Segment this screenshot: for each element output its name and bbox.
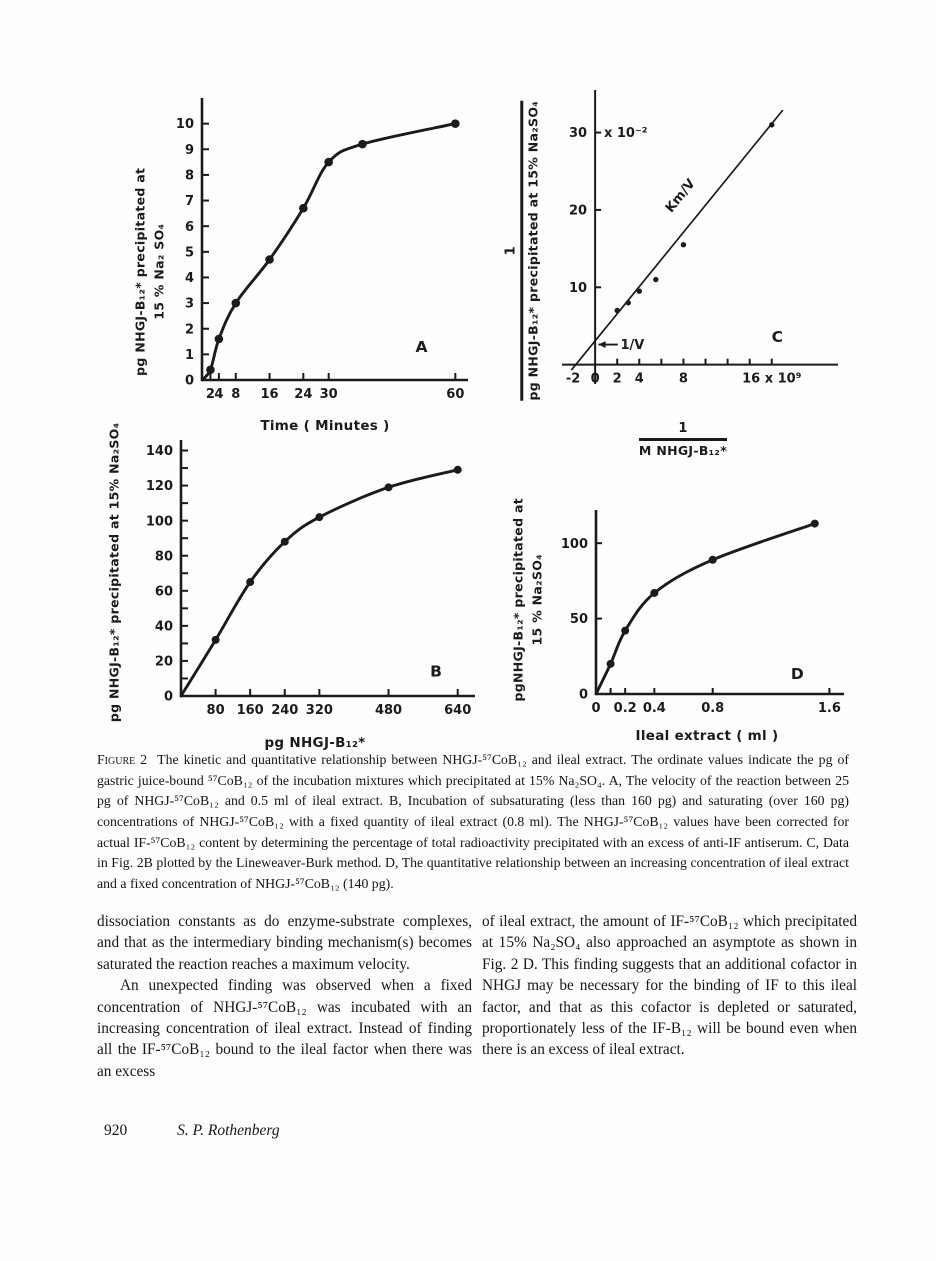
svg-text:80: 80: [154, 549, 173, 565]
running-author: S. P. Rothenberg: [177, 1122, 280, 1139]
svg-text:3: 3: [184, 296, 194, 312]
svg-text:-2: -2: [565, 371, 581, 387]
figure-panel-a: [118, 88, 486, 440]
svg-text:240: 240: [271, 703, 299, 718]
svg-text:9: 9: [184, 142, 194, 158]
panel-b-plot: [137, 432, 493, 737]
svg-text:4: 4: [184, 271, 194, 287]
svg-text:100: 100: [560, 536, 588, 552]
svg-text:5: 5: [184, 245, 194, 261]
svg-text:160: 160: [236, 703, 264, 718]
svg-text:20: 20: [154, 654, 173, 670]
body-paragraph: of ileal extract, the amount of IF-⁵⁷CoB₁₂ which precipitated at 15% Na₂SO₄ also approached an asymptote as shown in Fig. 2 D. This finding suggests that an additional cofactor in NHGJ may be necessary for the binding of IF to this ileal factor, and that as this cofactor is depleted or saturated, proportionately less of the IF-B₁₂ will be bound even when there is an excess of ileal extract.: [482, 913, 857, 1059]
y-axis-label-line: pg NHGJ-B₁₂* precipitated at 15% Na₂SO₄: [106, 422, 122, 723]
svg-text:30: 30: [319, 387, 338, 402]
svg-text:60: 60: [446, 387, 465, 402]
svg-text:140: 140: [145, 444, 173, 460]
svg-text:0: 0: [578, 687, 588, 703]
svg-text:480: 480: [374, 703, 403, 718]
y-axis-label-line: 15 % Na₂SO₄: [529, 554, 544, 646]
svg-text:16: 16: [260, 387, 279, 402]
y-axis-label-line: pgNHGJ-B₁₂* precipitated at: [510, 498, 526, 702]
svg-text:6: 6: [184, 219, 194, 235]
panel-d-plot: [556, 502, 858, 729]
svg-text:60: 60: [154, 584, 173, 600]
svg-text:20: 20: [569, 203, 588, 219]
svg-text:1.6: 1.6: [817, 701, 841, 716]
svg-text:1/V: 1/V: [620, 338, 645, 354]
figure-caption-label: Figure 2: [97, 752, 148, 767]
svg-text:10: 10: [569, 280, 588, 296]
svg-text:10: 10: [175, 117, 194, 133]
body-paragraph: dissociation constants as do enzyme-substrate complexes, and that as the intermediary binding mechanism(s) becomes saturated the reaction reaches a maximum velocity.: [97, 913, 472, 973]
svg-text:120: 120: [145, 479, 173, 495]
panel-d-y-axis-label: [509, 470, 547, 730]
figure-panel-c: [492, 84, 858, 464]
fraction-numerator: 1: [678, 421, 688, 436]
svg-text:2: 2: [612, 371, 622, 387]
y-axis-label-line: pg NHGJ-B₁₂* precipitated at: [132, 167, 148, 376]
svg-text:16 x 10⁹: 16 x 10⁹: [742, 371, 802, 387]
panel-c-plot: [522, 84, 844, 423]
svg-text:0.8: 0.8: [701, 701, 725, 716]
panel-d-x-axis-label: Ileal extract ( ml ): [635, 728, 779, 744]
svg-text:0: 0: [591, 701, 601, 716]
chart-d-svg: [556, 502, 858, 724]
svg-text:0.2: 0.2: [613, 701, 637, 716]
panel-a-x-axis-label: Time ( Minutes ): [260, 418, 390, 434]
panel-b-x-axis-label: pg NHGJ-B₁₂*: [264, 735, 366, 751]
svg-text:7: 7: [184, 194, 194, 210]
fraction-denominator: pg NHGJ-B₁₂* precipitated at 15% Na₂SO₄: [524, 100, 540, 401]
svg-text:8: 8: [184, 168, 194, 184]
svg-text:Km/V: Km/V: [662, 176, 699, 216]
svg-text:0.4: 0.4: [642, 701, 666, 716]
svg-text:2: 2: [205, 387, 215, 402]
chart-b-svg: [137, 432, 493, 732]
chart-c-svg: [522, 84, 844, 418]
svg-text:40: 40: [154, 619, 173, 635]
svg-text:8: 8: [678, 371, 688, 387]
svg-text:D: D: [790, 664, 804, 683]
svg-text:4: 4: [214, 387, 224, 402]
svg-text:30: 30: [569, 126, 588, 142]
figure-caption: [97, 750, 849, 895]
page-number: 920: [104, 1122, 128, 1139]
figure-caption-text: The kinetic and quantitative relationship between NHGJ-⁵⁷CoB₁₂ and ileal extract. The ordinate values indicate the pg of gastric juice-bound ⁵⁷CoB₁₂ of the incubation mixtures which precipitated at 15% Na₂SO₄. A, The velocity of the reaction between 25 pg of NHGJ-⁵⁷CoB₁₂ and 0.5 ml of ileal extract. B, Incubation of subsaturating (less than 160 pg) and saturating (over 160 pg) concentrations of NHGJ-⁵⁷CoB₁₂ with a fixed quantity of ileal extract (0.8 ml). The NHGJ-⁵⁷CoB₁₂ values have been corrected for actual IF-⁵⁷CoB₁₂ content by determining the percentage of total radioactivity precipitated with an excess of anti-IF antiserum. C, Data in Fig. 2B plotted by the Lineweaver-Burk method. D, The quantitative relationship between an increasing concentration of ileal extract and a fixed concentration of NHGJ-⁵⁷CoB₁₂ (140 pg).: [97, 752, 849, 892]
figure-panel-d: [500, 498, 862, 762]
panel-a-plot: [166, 88, 484, 419]
body-paragraph: An unexpected finding was observed when a fixed concentration of NHGJ-⁵⁷CoB₁₂ was incubated with an increasing concentration of ileal extract. Instead of finding all the IF-⁵⁷CoB₁₂ bound to the ileal factor when there was an excess: [97, 977, 472, 1080]
page-footer: [104, 1122, 280, 1140]
panel-a-y-axis-label: [131, 122, 169, 422]
chart-a-svg: [166, 88, 484, 414]
svg-text:8: 8: [231, 387, 241, 402]
fraction-bar: [639, 438, 727, 440]
svg-text:C: C: [771, 328, 783, 347]
svg-text:0: 0: [184, 373, 194, 389]
svg-text:B: B: [430, 662, 443, 681]
body-column-right: [482, 911, 857, 1061]
svg-text:1: 1: [184, 347, 194, 363]
fraction-numerator: 1: [503, 246, 519, 256]
svg-text:320: 320: [305, 703, 333, 718]
svg-text:0: 0: [590, 371, 600, 387]
svg-text:100: 100: [145, 514, 173, 530]
y-axis-label-line: 15 % Na₂ SO₄: [151, 223, 166, 320]
svg-text:80: 80: [206, 703, 225, 718]
svg-text:24: 24: [294, 387, 313, 402]
panel-b-y-axis-label: [106, 402, 125, 742]
svg-text:x 10⁻²: x 10⁻²: [603, 126, 648, 142]
reciprocal-fraction: [639, 422, 727, 457]
svg-text:0: 0: [163, 689, 173, 705]
svg-text:4: 4: [634, 371, 644, 387]
body-column-left: [97, 911, 472, 1082]
panel-c-x-axis-label: [522, 422, 844, 457]
fraction-denominator: M NHGJ-B₁₂*: [638, 442, 728, 458]
svg-text:640: 640: [444, 703, 472, 718]
svg-text:A: A: [415, 337, 428, 356]
svg-text:50: 50: [569, 612, 588, 628]
svg-text:2: 2: [184, 322, 194, 338]
